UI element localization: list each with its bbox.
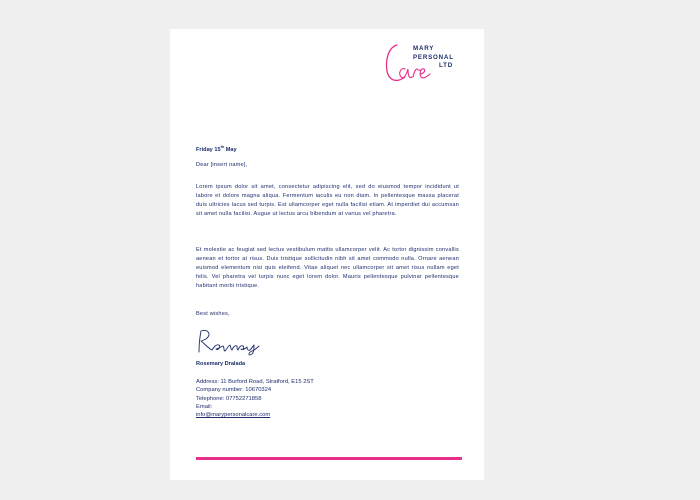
email-label: Email: [196, 403, 213, 410]
company-name-line1: MARY [413, 45, 435, 52]
email-link[interactable]: info@marypersonalcare.com [196, 412, 271, 419]
company-name [413, 45, 454, 71]
email-line [196, 403, 314, 420]
letter-date [196, 145, 237, 153]
greeting: Dear [insert name], [196, 162, 248, 168]
company-name-line2: PERSONAL [413, 53, 454, 61]
body-paragraph-1: Lorem ipsum dolor sit amet, consectetur adipiscing elit, sed do eiusmod tempor incididunt ut labore et dolore magna aliqua. Fermentum iaculis eu non diam. In pellentesque massa placerat duis ultricies lacus sed turpis. Est ullamcorper eget nulla facilisi etiam. At imperdiet dui accumsan sit amet nulla facilisi. Augue ut lectus arcu bibendum at varius vel pharetra. [196, 184, 459, 218]
company-logo [383, 41, 463, 87]
company-number-line: Company number: 10670324 [196, 387, 272, 394]
date-day: Friday 15 [196, 146, 221, 153]
body-paragraph-2: Et molestie ac feugiat sed lectus vestibulum mattis ullamcorper velit. Ac tortor dignissim convallis aenean et tortor at risus. Duis tristique sollicitudin nibh sit amet commodo nulla. Ornare aenean euismod elementum nisi quis eleifend. Vitae aliquet nec ullamcorper sit amet risus nullam eget felis. Vel pharetra vel turpis nunc eget lorem dolor. Mauris pellentesque pulvinar pellentesque habitant morbi tristique. [196, 247, 459, 290]
date-month: May [224, 146, 237, 153]
letter-page [170, 29, 484, 480]
company-name-line3: LTD [439, 62, 453, 70]
closing-line: Best wishes, [196, 311, 230, 317]
footer-accent-bar [196, 457, 462, 460]
contact-details [196, 378, 314, 419]
sender-name: Rosemary Dralada [196, 361, 246, 367]
handwritten-signature [194, 326, 264, 356]
address-line: Address: 11 Burford Road, Stratford, E15 2ST [196, 379, 314, 385]
telephone-line: Telephone: 07752271858 [196, 395, 262, 402]
date-ordinal: th [220, 145, 225, 149]
